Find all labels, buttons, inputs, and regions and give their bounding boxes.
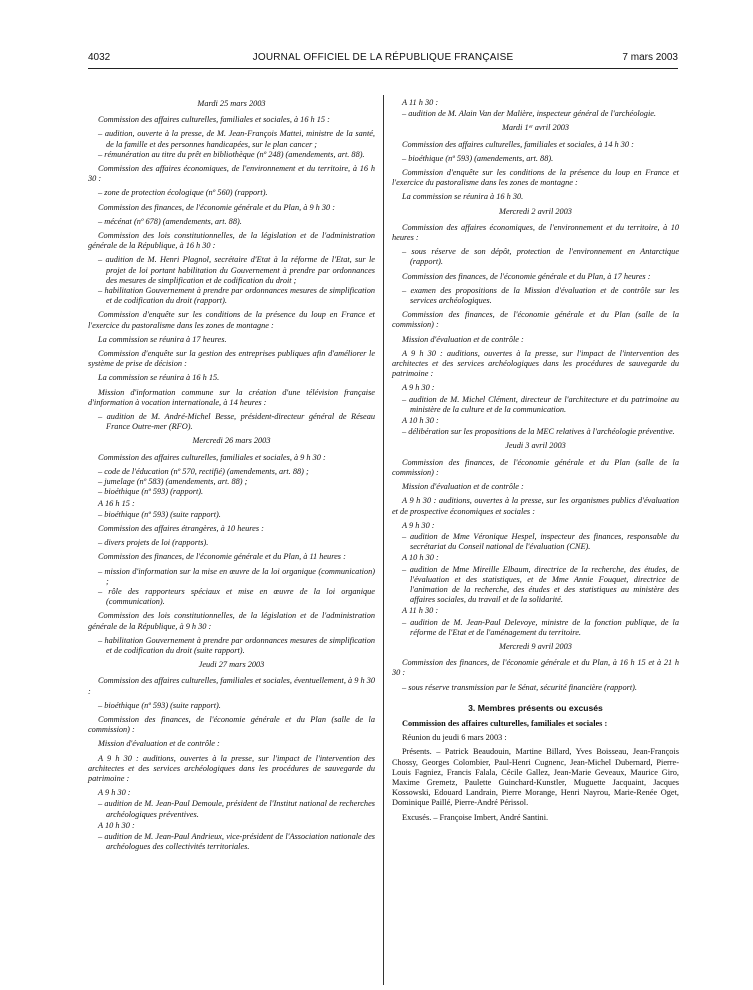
time-label: A 11 h 30 : <box>402 606 439 616</box>
agenda-list <box>88 701 375 711</box>
agenda-list <box>392 247 679 267</box>
commission-entry: Commission des finances, de l'économie générale et du Plan (salle de la commission) : <box>392 457 679 477</box>
agenda-item: – code de l'éducation (nº 570, rectifié) (amendements, art. 88) ; <box>98 466 309 476</box>
day-heading: Mercredi 2 avril 2003 <box>499 206 572 216</box>
hearing-intro: A 9 h 30 : auditions, ouvertes à la presse, sur l'impact de l'intervention des architectes et des services archéologiques dans les procédures de sauvegarde du patrimoine : <box>88 753 375 783</box>
commission-entry: Commission des lois constitutionnelles, de la législation et de l'administration générale de la République, à 16 h 30 : <box>88 231 375 251</box>
hearing-intro: A 9 h 30 : auditions, ouvertes à la presse, sur les organismes publics d'évaluation et de prospective économiques et sociales : <box>392 496 679 516</box>
commission-entry: Commission des finances, de l'économie générale et du Plan (salle de la commission) : <box>88 714 375 735</box>
day-heading: Mercredi 9 avril 2003 <box>499 641 572 651</box>
commission-entry: Commission des finances, de l'économie générale et du Plan, à 9 h 30 : <box>98 202 336 212</box>
agenda-list <box>88 412 375 432</box>
commission-entry: Commission des affaires culturelles, familiales et sociales, à 9 h 30 : <box>98 452 326 462</box>
agenda-list <box>392 98 679 119</box>
header-rule <box>88 68 678 69</box>
agenda-item: – audition de M. André-Michel Besse, président-directeur général de Réseau France Outre-mer (RFO). <box>98 412 375 432</box>
agenda-list <box>88 567 375 608</box>
time-label: A 10 h 30 : <box>402 416 439 426</box>
commission-entry: Commission des finances, de l'économie générale et du Plan (salle de la commission) : <box>392 310 679 330</box>
day-heading: Mardi 1ᵉʳ avril 2003 <box>501 123 570 133</box>
agenda-item: – audition de M. Jean-Paul Andrieux, vice-président de l'Association nationale des archéologues des collectivités territoriales. <box>98 831 375 852</box>
day-heading: Mercredi 26 mars 2003 <box>192 436 271 446</box>
meeting-note: La commission se réunira à 16 h 15. <box>98 373 220 383</box>
agenda-item: – audition de M. Jean-Paul Delevoye, ministre de la fonction publique, de la réforme de l'Etat et de l'aménagement du territoire. <box>402 617 679 637</box>
page-number: 4032 <box>88 52 111 63</box>
hearing-intro: A 9 h 30 : auditions, ouvertes à la presse, sur l'impact de l'intervention des architectes et des services archéologiques dans les procédures de sauvegarde du patrimoine : <box>392 348 679 379</box>
commission-entry: Commission d'enquête sur les conditions de la présence du loup en France et l'exercice du pastoralisme dans les zones de montagne : <box>88 310 375 330</box>
agenda-item: – mission d'information sur la mise en œuvre de la loi organique (communication) ; <box>98 566 375 586</box>
agenda-list <box>88 538 375 548</box>
column-divider <box>383 95 384 985</box>
day-heading: Jeudi 3 avril 2003 <box>505 441 566 451</box>
agenda-list <box>88 217 375 227</box>
commission-entry: Mission d'information commune sur la création d'une télévision française d'information à vocation internationale, à 14 heures : <box>88 387 375 407</box>
mission-heading: Mission d'évaluation et de contrôle : <box>402 482 524 492</box>
agenda-list <box>392 521 679 638</box>
commission-title: Commission des affaires culturelles, familiales et sociales : <box>402 718 608 728</box>
agenda-item: – audition de M. Alain Van der Malière, inspecteur général de l'archéologie. <box>402 109 657 119</box>
commission-entry: Commission des affaires économiques, de l'environnement et du territoire, à 16 h 30 : <box>88 164 375 184</box>
day-heading: Mardi 25 mars 2003 <box>197 99 266 108</box>
time-label: A 9 h 30 : <box>402 383 435 393</box>
time-label: A 16 h 15 : <box>98 498 135 508</box>
agenda-item: – zone de protection écologique (nº 560) (rapport). <box>98 188 268 198</box>
agenda-item: – rôle des rapporteurs spéciaux et mise en œuvre de la loi organique (communication). <box>98 586 375 607</box>
agenda-item: – sous réserve transmission par le Sénat, sécurité financière (rapport). <box>402 682 637 692</box>
agenda-list <box>392 154 679 164</box>
agenda-item: – bioéthique (nº 593) (rapport). <box>98 487 204 497</box>
commission-entry: Commission des finances, de l'économie générale et du Plan, à 16 h 15 et à 21 h 30 : <box>392 658 679 678</box>
right-column <box>392 97 679 827</box>
issue-date: 7 mars 2003 <box>622 52 678 63</box>
meeting-date: Réunion du jeudi 6 mars 2003 : <box>402 733 507 743</box>
agenda-item: – audition de M. Henri Plagnol, secrétaire d'Etat à la réforme de l'Etat, sur le projet de loi portant habilitation du Gouvernement à prendre par ordonnances des mesures de simplification et de codification du droit ; <box>98 255 375 285</box>
agenda-list <box>88 788 375 852</box>
present-members: Présents. – Patrick Beaudouin, Martine Billard, Yves Boisseau, Jean-François Chossy, Georges Colombier, Paul-Henri Cugnenc, Jean-Michel Dubernard, Pierre-Louis Fagniez, Francis Falala, Cécile Gallez, Jean-Marie Geveaux, Maurice Giro, Maxime Gremetz, Paulette Guinchard-Kunstler, Muguette Jacquaint, Jacques Kossowski, Edouard Landrain, Pierre Morange, Henri Nayrou, Marie-Renée Oget, Dominique Paillé, Pierre-André Périssol. <box>392 747 679 808</box>
commission-entry: Commission des finances, de l'économie générale et du Plan, à 11 heures : <box>98 552 346 562</box>
commission-entry: Commission des finances, de l'économie générale et du Plan, à 17 heures : <box>402 271 651 281</box>
time-label: A 10 h 30 : <box>402 553 439 563</box>
commission-entry: Commission des affaires économiques, de l'environnement et du territoire, à 10 heures : <box>392 222 679 243</box>
commission-entry: Commission des affaires étrangères, à 10 heures : <box>98 523 264 533</box>
commission-entry: Commission des affaires culturelles, familiales et sociales, éventuellement, à 9 h 30 : <box>88 676 375 696</box>
agenda-list <box>88 255 375 306</box>
mission-heading: Mission d'évaluation et de contrôle : <box>98 739 220 749</box>
excused-members: Excusés. – Françoise Imbert, André Santini. <box>402 812 549 822</box>
day-heading: Jeudi 27 mars 2003 <box>198 660 265 670</box>
agenda-item: – délibération sur les propositions de la MEC relatives à l'archéologie préventive. <box>402 427 675 437</box>
agenda-item: – audition de M. Michel Clément, directeur de l'architecture et du patrimoine au ministère de la culture et de la communication. <box>402 394 679 414</box>
commission-entry: Commission d'enquête sur la gestion des entreprises publiques afin d'améliorer le système de prise de décision : <box>88 349 375 369</box>
agenda-item: – jumelage (nº 583) (amendements, art. 88) ; <box>98 477 248 487</box>
agenda-list <box>392 383 679 437</box>
agenda-list <box>392 286 679 306</box>
agenda-item: – audition de M. Jean-Paul Demoule, président de l'Institut national de recherches archéologiques préventives. <box>98 799 375 819</box>
section-heading: 3. Membres présents ou excusés <box>468 702 603 713</box>
agenda-item: – rémunération au titre du prêt en bibliothèque (nº 248) (amendements, art. 88). <box>98 149 365 159</box>
mission-heading: Mission d'évaluation et de contrôle : <box>402 334 524 344</box>
agenda-item: – audition de Mme Véronique Hespel, inspecteur des finances, responsable du secrétariat du Conseil national de l'évaluation (CNE). <box>402 531 679 552</box>
commission-entry: Commission d'enquête sur les conditions de la présence du loup en France et l'exercice du pastoralisme dans les zones de montagne : <box>392 168 679 188</box>
agenda-item: – audition de Mme Mireille Elbaum, directrice de la recherche, des études, de l'évaluation et des statistiques, et de Mme Annie Fouquet, directrice de l'animation de la recherche, des études et des statistiques au ministère des affaires sociales, du travail et de la solidarité. <box>402 564 679 605</box>
agenda-list <box>88 129 375 160</box>
agenda-item: – bioéthique (nº 593) (suite rapport). <box>98 509 221 519</box>
left-column <box>88 97 375 856</box>
time-label: A 9 h 30 : <box>98 788 131 798</box>
agenda-item: – divers projets de loi (rapports). <box>98 538 209 548</box>
agenda-list <box>88 636 375 656</box>
time-label: A 10 h 30 : <box>98 820 135 830</box>
journal-title: JOURNAL OFFICIEL DE LA RÉPUBLIQUE FRANÇAISE <box>252 52 514 63</box>
time-label: A 9 h 30 : <box>402 520 435 530</box>
meeting-note: La commission se réunira à 17 heures. <box>98 334 227 344</box>
page-header <box>88 52 678 66</box>
agenda-item: – examen des propositions de la Mission d'évaluation et de contrôle sur les services archéologiques. <box>402 285 679 306</box>
time-label: A 11 h 30 : <box>402 98 439 107</box>
agenda-item: – mécénat (nº 678) (amendements, art. 88). <box>98 216 242 226</box>
agenda-list <box>88 188 375 198</box>
commission-entry: Commission des lois constitutionnelles, de la législation et de l'administration générale de la République, à 9 h 30 : <box>88 611 375 631</box>
agenda-item: – bioéthique (nº 593) (suite rapport). <box>98 700 221 710</box>
agenda-item: – audition, ouverte à la presse, de M. Jean-François Mattei, ministre de la santé, de la famille et des personnes handicapées, sur le plan cancer ; <box>98 129 375 149</box>
agenda-item: – bioéthique (nº 593) (amendements, art. 88). <box>402 153 554 163</box>
agenda-list <box>392 683 679 693</box>
meeting-note: La commission se réunira à 16 h 30. <box>402 192 524 202</box>
commission-entry: Commission des affaires culturelles, familiales et sociales, à 14 h 30 : <box>402 139 634 149</box>
agenda-item: – habilitation Gouvernement à prendre par ordonnances mesures de simplification et de codification du droit (rapport). <box>98 286 375 306</box>
agenda-item: – habilitation Gouvernement à prendre par ordonnances mesures de simplification et de codification du droit (suite rapport). <box>98 635 375 655</box>
agenda-item: – sous réserve de son dépôt, protection de l'environnement en Antarctique (rapport). <box>402 247 679 267</box>
agenda-list <box>88 467 375 520</box>
commission-entry: Commission des affaires culturelles, familiales et sociales, à 16 h 15 : <box>98 115 330 125</box>
